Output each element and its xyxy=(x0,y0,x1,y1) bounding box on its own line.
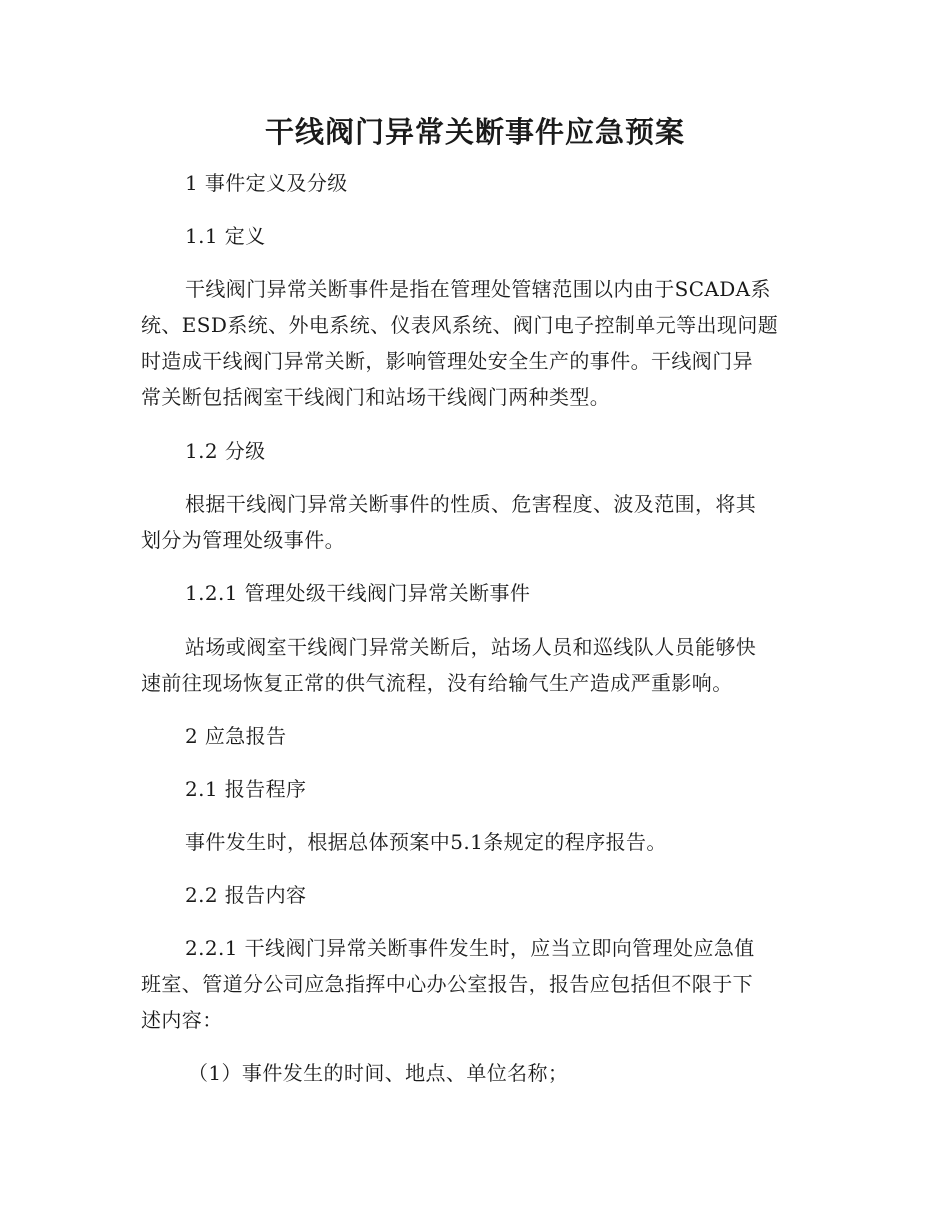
paragraph-level-line-1: 站场或阀室干线阀门异常关断后，站场人员和巡线队人员能够快 xyxy=(185,635,757,659)
paragraph-classification-line-1: 根据干线阀门异常关断事件的性质、危害程度、波及范围，将其 xyxy=(185,492,757,516)
heading-section-1-2: 1.2 分级 xyxy=(185,439,266,463)
document-title: 干线阀门异常关断事件应急预案 xyxy=(264,115,685,149)
heading-section-2-2: 2.2 报告内容 xyxy=(185,883,307,907)
heading-section-2: 2 应急报告 xyxy=(185,724,287,748)
heading-section-1-1: 1.1 定义 xyxy=(185,224,266,248)
list-item-1: （1）事件发生的时间、地点、单位名称； xyxy=(188,1061,569,1085)
paragraph-definition-line-4: 常关断包括阀室干线阀门和站场干线阀门两种类型。 xyxy=(141,385,611,409)
heading-section-1: 1 事件定义及分级 xyxy=(185,171,348,195)
paragraph-classification-line-2: 划分为管理处级事件。 xyxy=(141,528,345,552)
heading-section-1-2-1: 1.2.1 管理处级干线阀门异常关断事件 xyxy=(185,581,531,605)
paragraph-report-content-line-2: 班室、管道分公司应急指挥中心办公室报告，报告应包括但不限于下 xyxy=(141,972,753,996)
heading-section-2-1: 2.1 报告程序 xyxy=(185,777,307,801)
paragraph-level-line-2: 速前往现场恢复正常的供气流程，没有给输气生产造成严重影响。 xyxy=(141,671,733,695)
paragraph-report-content-line-3: 述内容： xyxy=(141,1008,223,1032)
paragraph-report-procedure: 事件发生时，根据总体预案中5.1条规定的程序报告。 xyxy=(185,830,667,854)
paragraph-definition-line-1: 干线阀门异常关断事件是指在管理处管辖范围以内由于SCADA系 xyxy=(185,277,771,301)
paragraph-definition-line-3: 时造成干线阀门异常关断，影响管理处安全生产的事件。干线阀门异 xyxy=(141,349,753,373)
paragraph-definition-line-2: 统、ESD系统、外电系统、仪表风系统、阀门电子控制单元等出现问题 xyxy=(141,313,779,337)
paragraph-report-content-line-1: 2.2.1 干线阀门异常关断事件发生时，应当立即向管理处应急值 xyxy=(185,936,755,960)
